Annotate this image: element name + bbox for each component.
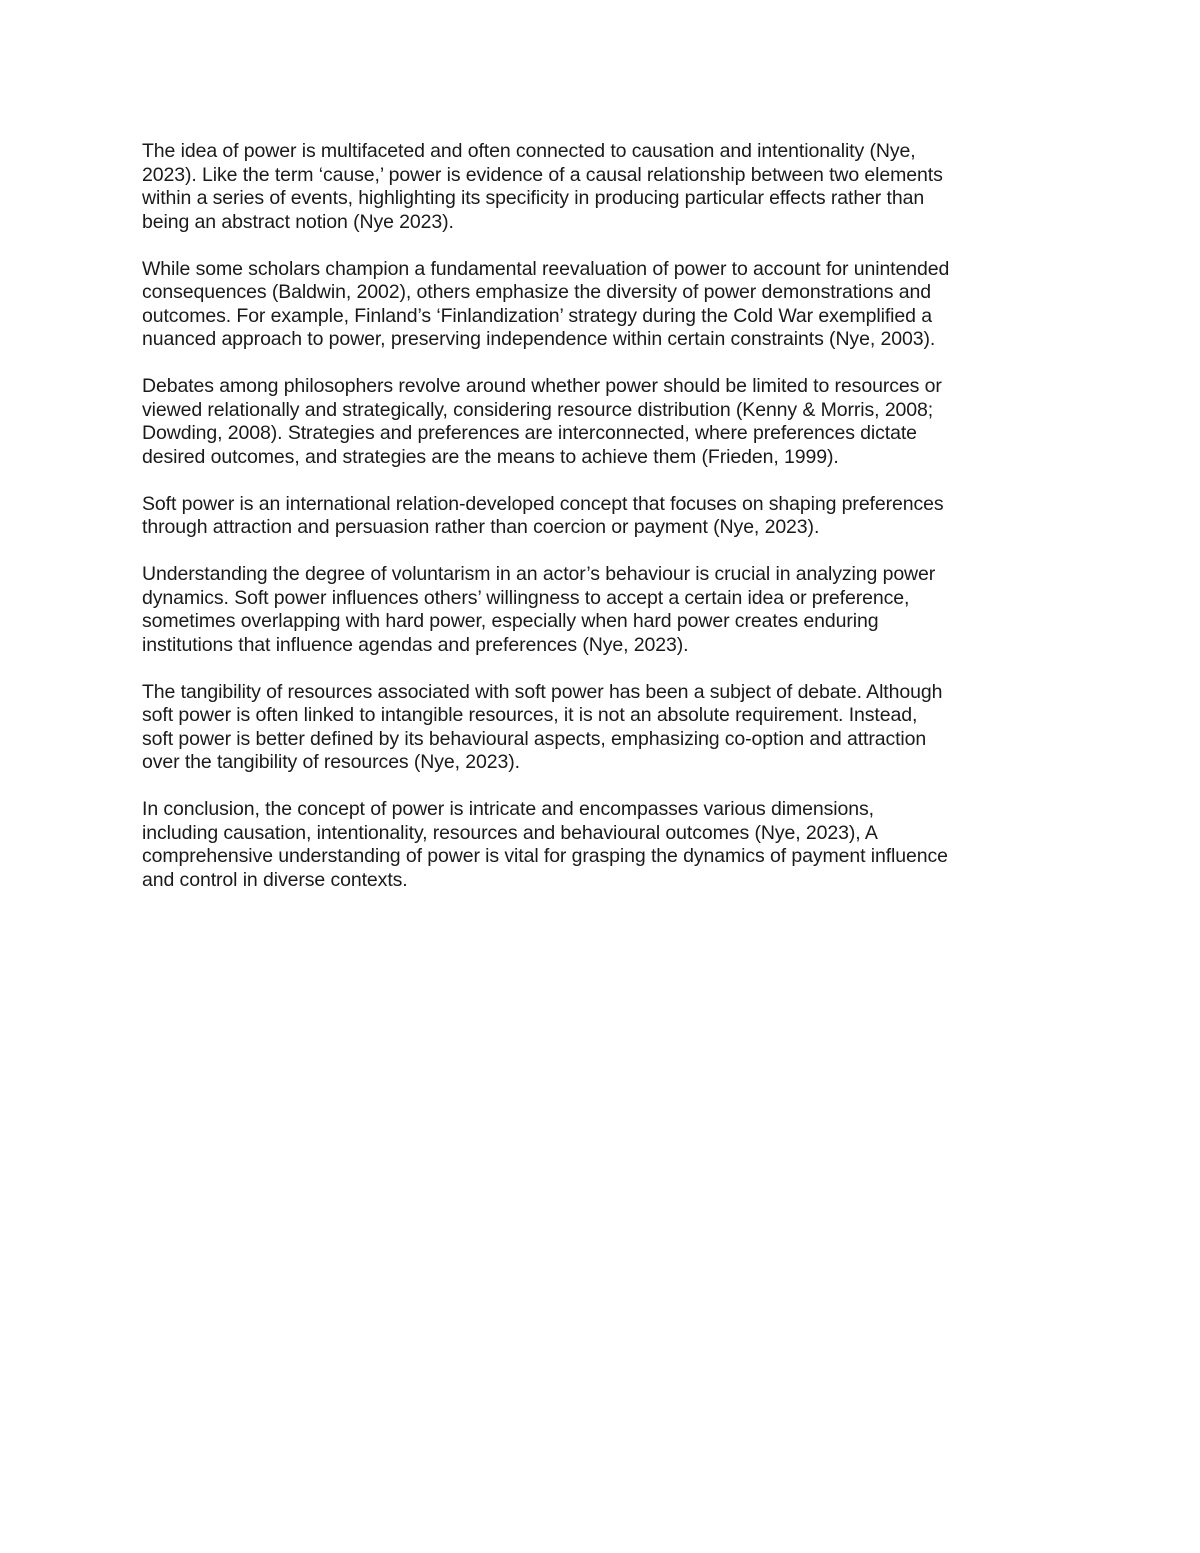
text-line: desired outcomes, and strategies are the means to achieve them (Frieden, 1999). (142, 445, 839, 468)
document-body (142, 140, 1072, 916)
paragraph-4 (142, 493, 1072, 540)
text-line: The idea of power is multifaceted and often connected to causation and intentionality (Nye, (142, 140, 916, 162)
text-line: over the tangibility of resources (Nye, 2023). (142, 751, 521, 773)
text-line: 2023). Like the term ‘cause,’ power is evidence of a causal relationship between two elements (142, 163, 943, 186)
text-line: Understanding the degree of voluntarism in an actor’s behaviour is crucial in analyzing power (142, 563, 936, 585)
paragraph-1 (142, 140, 1072, 234)
text-line: soft power is often linked to intangible resources, it is not an absolute requirement. Instead, (142, 704, 918, 726)
text-line: The tangibility of resources associated with soft power has been a subject of debate. Although (142, 680, 943, 703)
paragraph-7 (142, 798, 1072, 892)
text-line: through attraction and persuasion rather than coercion or payment (Nye, 2023). (142, 516, 820, 538)
text-line: including causation, intentionality, resources and behavioural outcomes (Nye, 2023), A (142, 821, 878, 844)
text-line: Debates among philosophers revolve around whether power should be limited to resources or (142, 375, 942, 397)
text-line: viewed relationally and strategically, considering resource distribution (Kenny & Morris, 2008; (142, 398, 934, 421)
text-line: institutions that influence agendas and preferences (Nye, 2023). (142, 633, 689, 656)
text-line: dynamics. Soft power influences others’ willingness to accept a certain idea or preference, (142, 586, 910, 609)
text-line: consequences (Baldwin, 2002), others emphasize the diversity of power demonstrations and (142, 281, 931, 303)
text-line: within a series of events, highlighting its specificity in producing particular effects rather than (142, 187, 925, 209)
text-line: outcomes. For example, Finland’s ‘Finlandization’ strategy during the Cold War exemplified a (142, 304, 932, 327)
text-line: comprehensive understanding of power is vital for grasping the dynamics of payment influence (142, 845, 948, 867)
text-line: being an abstract notion (Nye 2023). (142, 210, 454, 233)
text-line: nuanced approach to power, preserving independence within certain constraints (Nye, 2003). (142, 328, 936, 350)
text-line: Dowding, 2008). Strategies and preferences are interconnected, where preferences dictate (142, 422, 917, 444)
paragraph-6 (142, 681, 1072, 775)
text-line: Soft power is an international relation-developed concept that focuses on shaping preferences (142, 492, 944, 515)
text-line: In conclusion, the concept of power is intricate and encompasses various dimensions, (142, 798, 874, 820)
text-line: and control in diverse contexts. (142, 868, 408, 891)
text-line: soft power is better defined by its behavioural aspects, emphasizing co-option and attraction (142, 727, 927, 750)
text-line: sometimes overlapping with hard power, especially when hard power creates enduring (142, 610, 879, 632)
paragraph-5 (142, 563, 1072, 657)
paragraph-2 (142, 258, 1072, 352)
text-line: While some scholars champion a fundamental reevaluation of power to account for unintended (142, 257, 950, 280)
paragraph-3 (142, 375, 1072, 469)
